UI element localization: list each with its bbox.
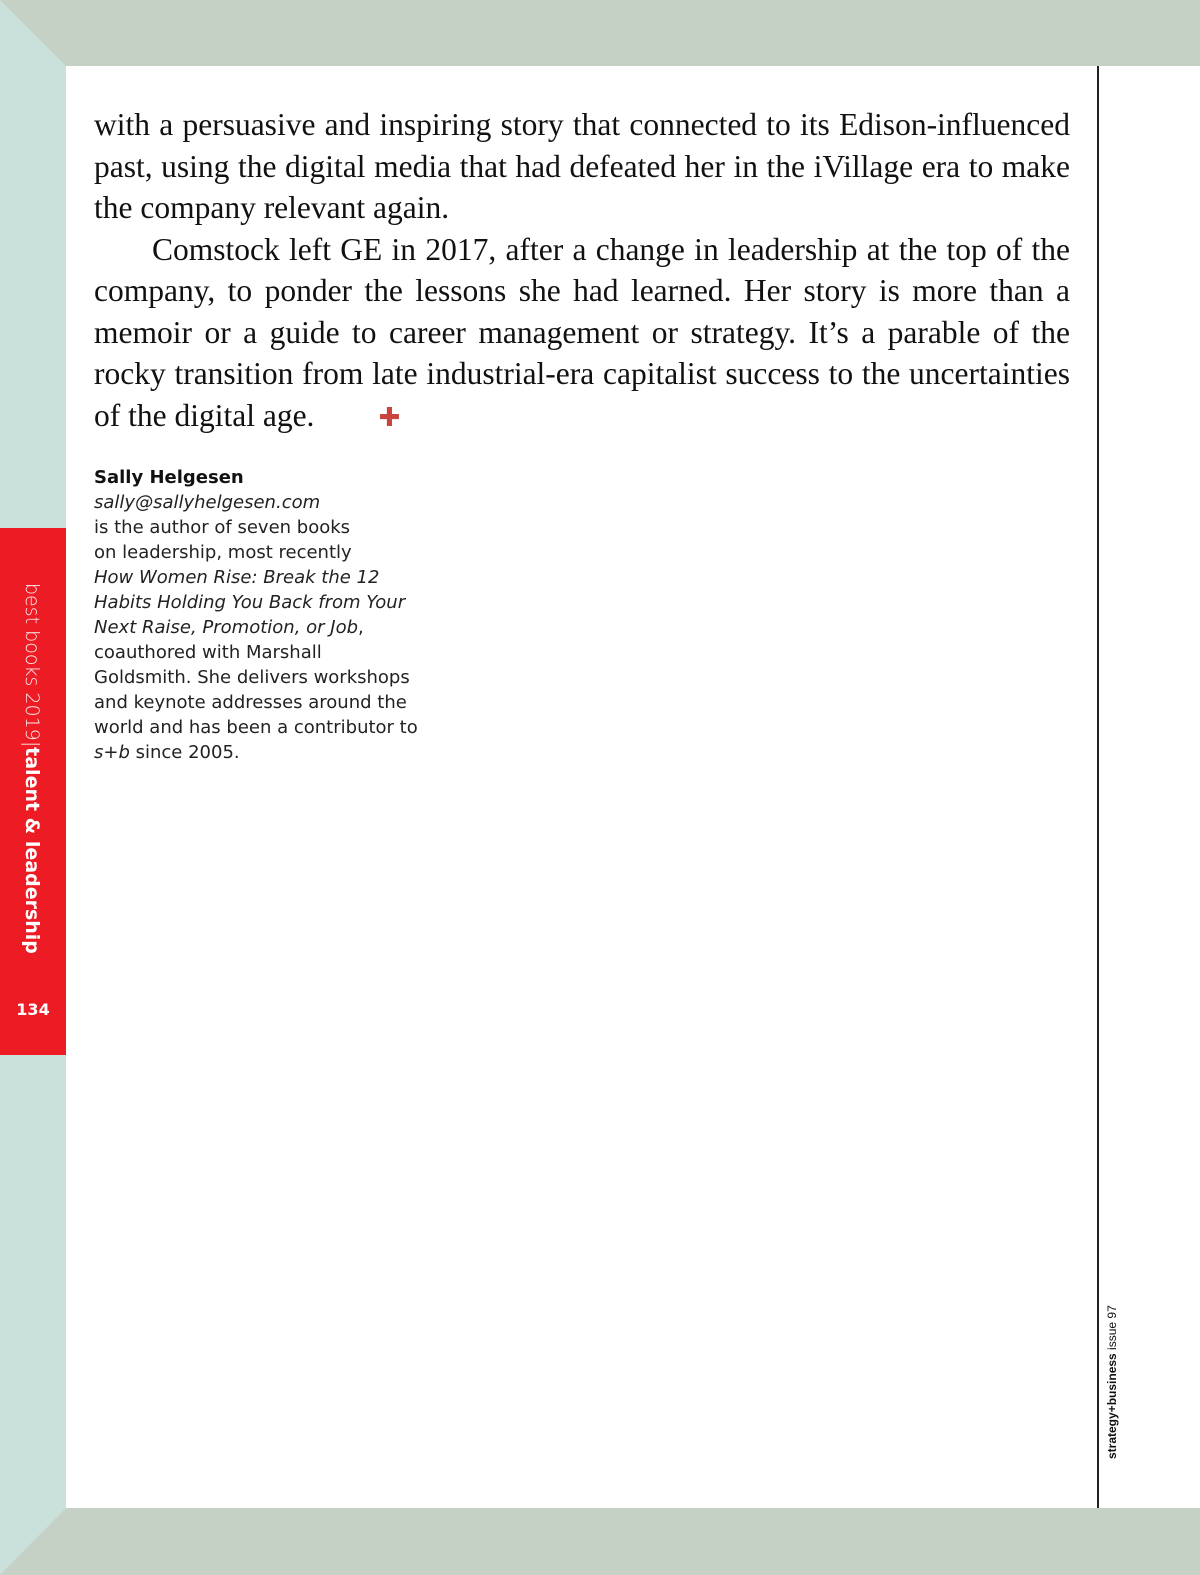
page-frame-bottom — [0, 1508, 1200, 1575]
bio-since: since 2005. — [129, 742, 240, 763]
author-bio — [94, 465, 424, 765]
end-mark-icon: ✚ — [378, 402, 401, 433]
tab-separator: | — [21, 740, 43, 748]
page-number: 134 — [16, 1000, 50, 1019]
series-label: best books 2019 — [21, 583, 43, 741]
publication-name: s+b — [94, 742, 130, 763]
author-email: sally@sallyhelgesen.com — [94, 492, 321, 513]
issue-number: issue 97 — [1105, 1305, 1119, 1354]
book-title: How Women Rise: Break the 12 Habits Holding You Back from Your Next Raise, Promotion, or Job — [94, 567, 406, 638]
page-frame-top — [0, 0, 1200, 66]
bio-after-title: , coauthored with Marshall Goldsmith. She delivers workshops and keynote addresses around the world and has been a contributor to — [94, 617, 418, 738]
right-margin-rule — [1097, 66, 1099, 1508]
bio-intro: is the author of seven books on leadership, most recently — [94, 517, 352, 563]
magazine-name: strategy+business — [1105, 1353, 1119, 1459]
article-paragraph-1: with a persuasive and inspiring story that connected to its Edison-influenced past, using the digital media that had defeated her in the iVillage era to make the company relevant again. — [94, 107, 1070, 225]
author-description — [94, 515, 424, 765]
section-label: talent & leadership — [21, 747, 43, 954]
section-tab-label — [22, 583, 41, 954]
magazine-footer — [1105, 1305, 1119, 1465]
article-paragraph-2-text: Comstock left GE in 2017, after a change in leadership at the top of the company, to ponder the lessons she had learned. Her story is more than a memoir or a guide to career management or strategy. It’s a parable of the rocky transition from late industrial-era capitalist success to the uncertainties of the digital age. — [94, 231, 1070, 433]
article-paragraph-2 — [94, 229, 1070, 440]
author-name: Sally Helgesen — [94, 467, 244, 488]
article-body — [94, 104, 1070, 439]
